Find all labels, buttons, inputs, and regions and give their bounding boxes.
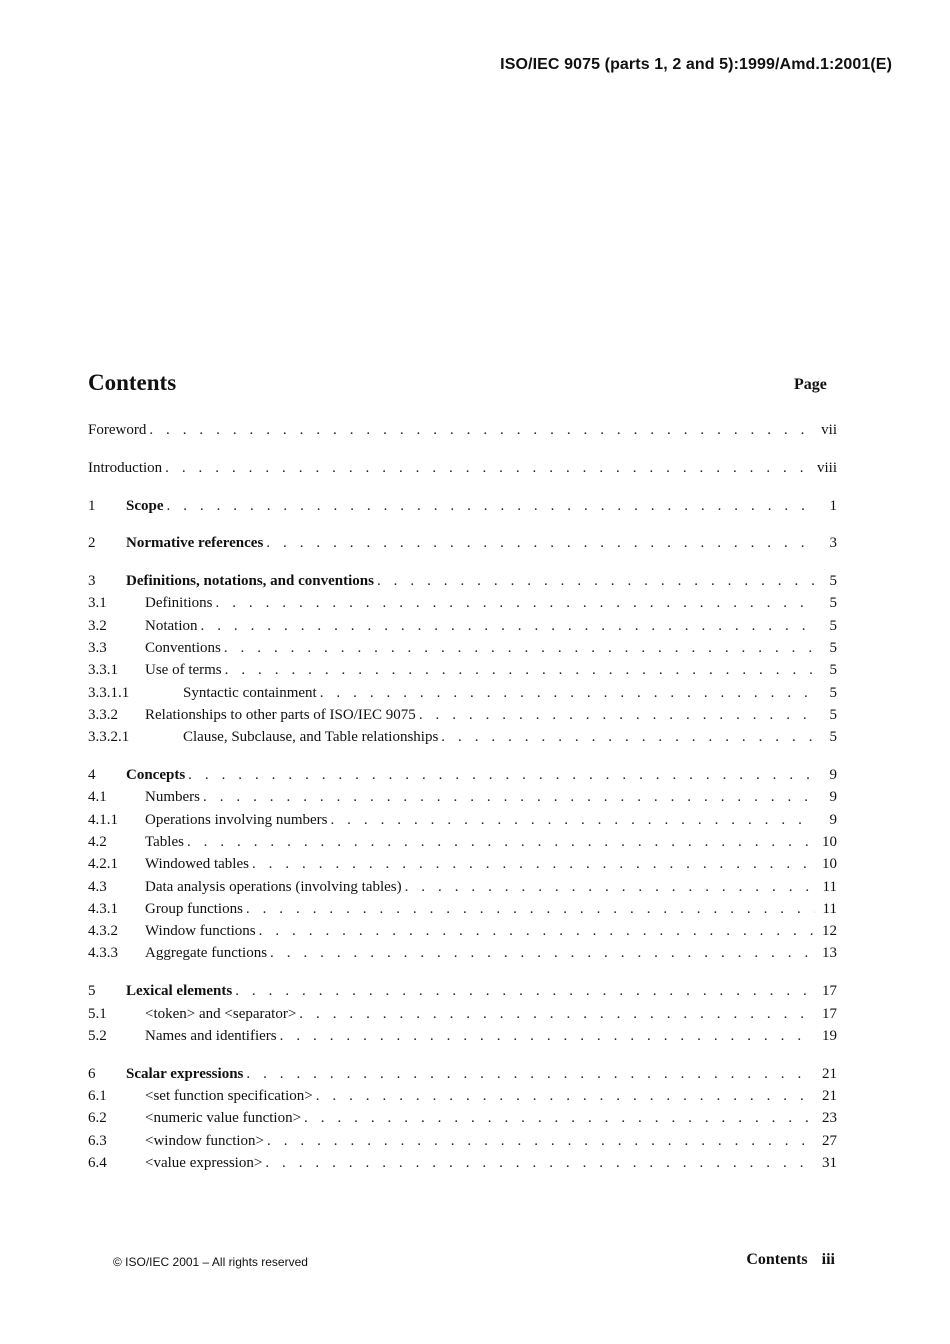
toc-entry-page: 10	[822, 856, 837, 873]
toc-entry[interactable]	[88, 831, 837, 853]
toc-entry[interactable]	[88, 876, 837, 898]
toc-entry-page: 19	[822, 1027, 837, 1044]
toc-group	[88, 457, 837, 479]
toc-group	[88, 532, 837, 554]
dot-leader	[188, 764, 815, 786]
toc-entry-number: 3.3.2	[88, 706, 118, 723]
toc-entry-title: Names and identifiers	[145, 1027, 277, 1044]
toc-entry[interactable]	[88, 704, 837, 726]
toc-entry-number: 4.1	[88, 789, 107, 806]
footer-page-number: iii	[821, 1251, 835, 1268]
toc-entry[interactable]	[88, 592, 837, 614]
toc-entry-page: 12	[822, 923, 837, 940]
dot-leader	[246, 898, 815, 920]
toc-entry-title: Lexical elements	[126, 983, 233, 1000]
toc-entry-number: 5.2	[88, 1027, 107, 1044]
toc-entry-page: 9	[829, 811, 837, 828]
dot-leader	[252, 853, 815, 875]
toc-entry-title: Syntactic containment	[183, 684, 317, 701]
dot-leader	[419, 704, 815, 726]
page-column-heading: Page	[794, 376, 827, 393]
toc-entry-page: 5	[829, 684, 837, 701]
toc-entry-title: Data analysis operations (involving tables)	[145, 878, 402, 895]
toc-entry-number: 4.3.1	[88, 900, 118, 917]
toc-entry-title: Windowed tables	[145, 856, 249, 873]
toc-entry-page: viii	[816, 459, 837, 476]
toc-entry-number: 2	[88, 535, 96, 552]
dot-leader	[201, 615, 816, 637]
toc-entry[interactable]	[88, 809, 837, 831]
toc-entry[interactable]	[88, 764, 837, 786]
toc-entry-number: 6.1	[88, 1087, 107, 1104]
toc-entry-page: 11	[822, 900, 837, 917]
toc-entry-page: 23	[822, 1110, 837, 1127]
toc-entry-title: Group functions	[145, 900, 243, 917]
toc-group	[88, 570, 837, 748]
toc-entry-page: 21	[822, 1065, 837, 1082]
toc-entry-title: <numeric value function>	[145, 1110, 302, 1127]
toc-entry-number: 3.2	[88, 617, 107, 634]
toc-entry-title: Introduction	[88, 459, 163, 476]
toc-entry-title: Tables	[145, 833, 184, 850]
toc-entry[interactable]	[88, 1107, 837, 1129]
footer-section: Contents	[746, 1251, 808, 1268]
toc-entry[interactable]	[88, 898, 837, 920]
toc-group	[88, 495, 837, 517]
toc-entry-page: 13	[822, 945, 837, 962]
toc-entry-number: 3	[88, 573, 96, 590]
dot-leader	[441, 726, 815, 748]
toc-entry-number: 6.2	[88, 1110, 107, 1127]
dot-leader	[259, 920, 815, 942]
toc-entry-title: Scalar expressions	[126, 1065, 244, 1082]
toc-entry-number: 4.3	[88, 878, 107, 895]
toc-entry-title: Scope	[126, 497, 164, 514]
dot-leader	[216, 592, 816, 614]
dot-leader	[224, 637, 815, 659]
toc-entry[interactable]	[88, 786, 837, 808]
toc-entry-title: Window functions	[145, 923, 256, 940]
toc-entry-number: 1	[88, 497, 96, 514]
toc-entry-number: 6	[88, 1065, 96, 1082]
dot-leader	[377, 570, 815, 592]
toc-entry[interactable]	[88, 682, 837, 704]
toc-entry[interactable]	[88, 942, 837, 964]
toc-entry-title: <window function>	[145, 1132, 264, 1149]
toc-entry-page: 5	[829, 595, 837, 612]
toc-entry[interactable]	[88, 457, 837, 479]
toc-entry-title: <value expression>	[145, 1154, 263, 1171]
toc-entry-page: 11	[822, 878, 837, 895]
toc-entry-title: Aggregate functions	[145, 945, 268, 962]
dot-leader	[235, 980, 815, 1002]
toc-entry-number: 3.3	[88, 640, 107, 657]
toc-entry-number: 3.1	[88, 595, 107, 612]
toc-entry-title: Conventions	[145, 640, 221, 657]
toc-entry-number: 4	[88, 767, 96, 784]
toc-entry-page: vii	[821, 422, 837, 438]
toc-entry-title: Operations involving numbers	[145, 811, 328, 828]
dot-leader	[299, 1003, 815, 1025]
dot-leader	[167, 495, 816, 517]
toc-entry[interactable]	[88, 1063, 837, 1085]
dot-leader	[270, 942, 815, 964]
dot-leader	[225, 659, 815, 681]
toc-entry-page: 5	[829, 573, 837, 590]
dot-leader	[203, 786, 815, 808]
dot-leader	[266, 532, 815, 554]
toc-entry-number: 4.2.1	[88, 856, 118, 873]
toc-entry-number: 6.3	[88, 1132, 107, 1149]
footer-copyright: © ISO/IEC 2001 – All rights reserved	[113, 1255, 308, 1269]
dot-leader	[265, 1152, 815, 1174]
toc-entry-page: 5	[829, 640, 837, 657]
toc-entry-title: Use of terms	[145, 662, 222, 679]
toc-group	[88, 1063, 837, 1174]
toc-entry[interactable]	[88, 532, 837, 554]
toc-entry[interactable]	[88, 1025, 837, 1047]
toc-entry-number: 5.1	[88, 1005, 107, 1022]
toc-entry-page: 17	[822, 1005, 837, 1022]
toc-group	[88, 419, 837, 441]
dot-leader	[320, 682, 815, 704]
toc-group	[88, 764, 837, 965]
toc-entry-page: 5	[829, 662, 837, 679]
dot-leader	[149, 419, 815, 441]
toc-entry-title: <token> and <separator>	[145, 1005, 297, 1022]
toc-group	[88, 980, 837, 1047]
toc-entry-page: 1	[829, 497, 837, 514]
toc-entry[interactable]	[88, 637, 837, 659]
toc-entry-page: 5	[829, 617, 837, 634]
dot-leader	[304, 1107, 815, 1129]
toc-entry-number: 4.1.1	[88, 811, 118, 828]
toc-entry-number: 4.3.3	[88, 945, 118, 962]
table-of-contents	[88, 419, 837, 1190]
toc-entry[interactable]	[88, 853, 837, 875]
toc-entry[interactable]	[88, 1130, 837, 1152]
toc-entry-number: 3.3.2.1	[88, 729, 130, 746]
toc-entry-page: 3	[829, 535, 837, 552]
toc-entry-number: 3.3.1	[88, 662, 118, 679]
toc-entry-title: Relationships to other parts of ISO/IEC 9075	[145, 706, 416, 723]
toc-entry-page: 27	[822, 1132, 837, 1149]
toc-entry[interactable]	[88, 659, 837, 681]
toc-entry-title: Definitions	[145, 595, 213, 612]
toc-entry-number: 4.2	[88, 833, 107, 850]
toc-entry-page: 21	[822, 1087, 837, 1104]
dot-leader	[246, 1063, 815, 1085]
toc-entry[interactable]	[88, 1003, 837, 1025]
toc-entry-number: 6.4	[88, 1154, 107, 1171]
footer-page-label	[746, 1251, 835, 1269]
toc-entry[interactable]	[88, 980, 837, 1002]
toc-entry-title: Clause, Subclause, and Table relationships	[183, 729, 439, 746]
toc-entry[interactable]	[88, 615, 837, 637]
toc-entry-title: Definitions, notations, and conventions	[126, 573, 374, 590]
toc-entry-title: Numbers	[145, 789, 200, 806]
toc-entry[interactable]	[88, 1085, 837, 1107]
toc-entry[interactable]	[88, 1152, 837, 1174]
toc-entry-page: 5	[829, 706, 837, 723]
toc-entry-page: 17	[822, 983, 837, 1000]
dot-leader	[165, 457, 813, 479]
toc-entry-number: 4.3.2	[88, 923, 118, 940]
dot-leader	[316, 1085, 815, 1107]
dot-leader	[187, 831, 815, 853]
document-header-title: ISO/IEC 9075 (parts 1, 2 and 5):1999/Amd.1:2001(E)	[500, 56, 892, 73]
toc-entry-title: <set function specification>	[145, 1087, 313, 1104]
toc-entry[interactable]	[88, 726, 837, 748]
toc-entry[interactable]	[88, 419, 837, 441]
dot-leader	[280, 1025, 815, 1047]
toc-entry[interactable]	[88, 920, 837, 942]
contents-heading: Contents	[88, 370, 177, 395]
toc-entry-page: 9	[829, 789, 837, 806]
dot-leader	[330, 809, 815, 831]
dot-leader	[405, 876, 815, 898]
toc-entry-page: 5	[829, 729, 837, 746]
dot-leader	[267, 1130, 815, 1152]
toc-entry-page: 10	[822, 833, 837, 850]
toc-entry-title: Foreword	[88, 422, 147, 438]
toc-entry[interactable]	[88, 570, 837, 592]
toc-entry-title: Normative references	[126, 535, 264, 552]
toc-entry-title: Notation	[145, 617, 198, 634]
toc-entry-page: 31	[822, 1154, 837, 1171]
toc-entry[interactable]	[88, 495, 837, 517]
toc-entry-number: 3.3.1.1	[88, 684, 130, 701]
toc-entry-number: 5	[88, 983, 96, 1000]
toc-entry-page: 9	[829, 767, 837, 784]
toc-entry-title: Concepts	[126, 767, 186, 784]
